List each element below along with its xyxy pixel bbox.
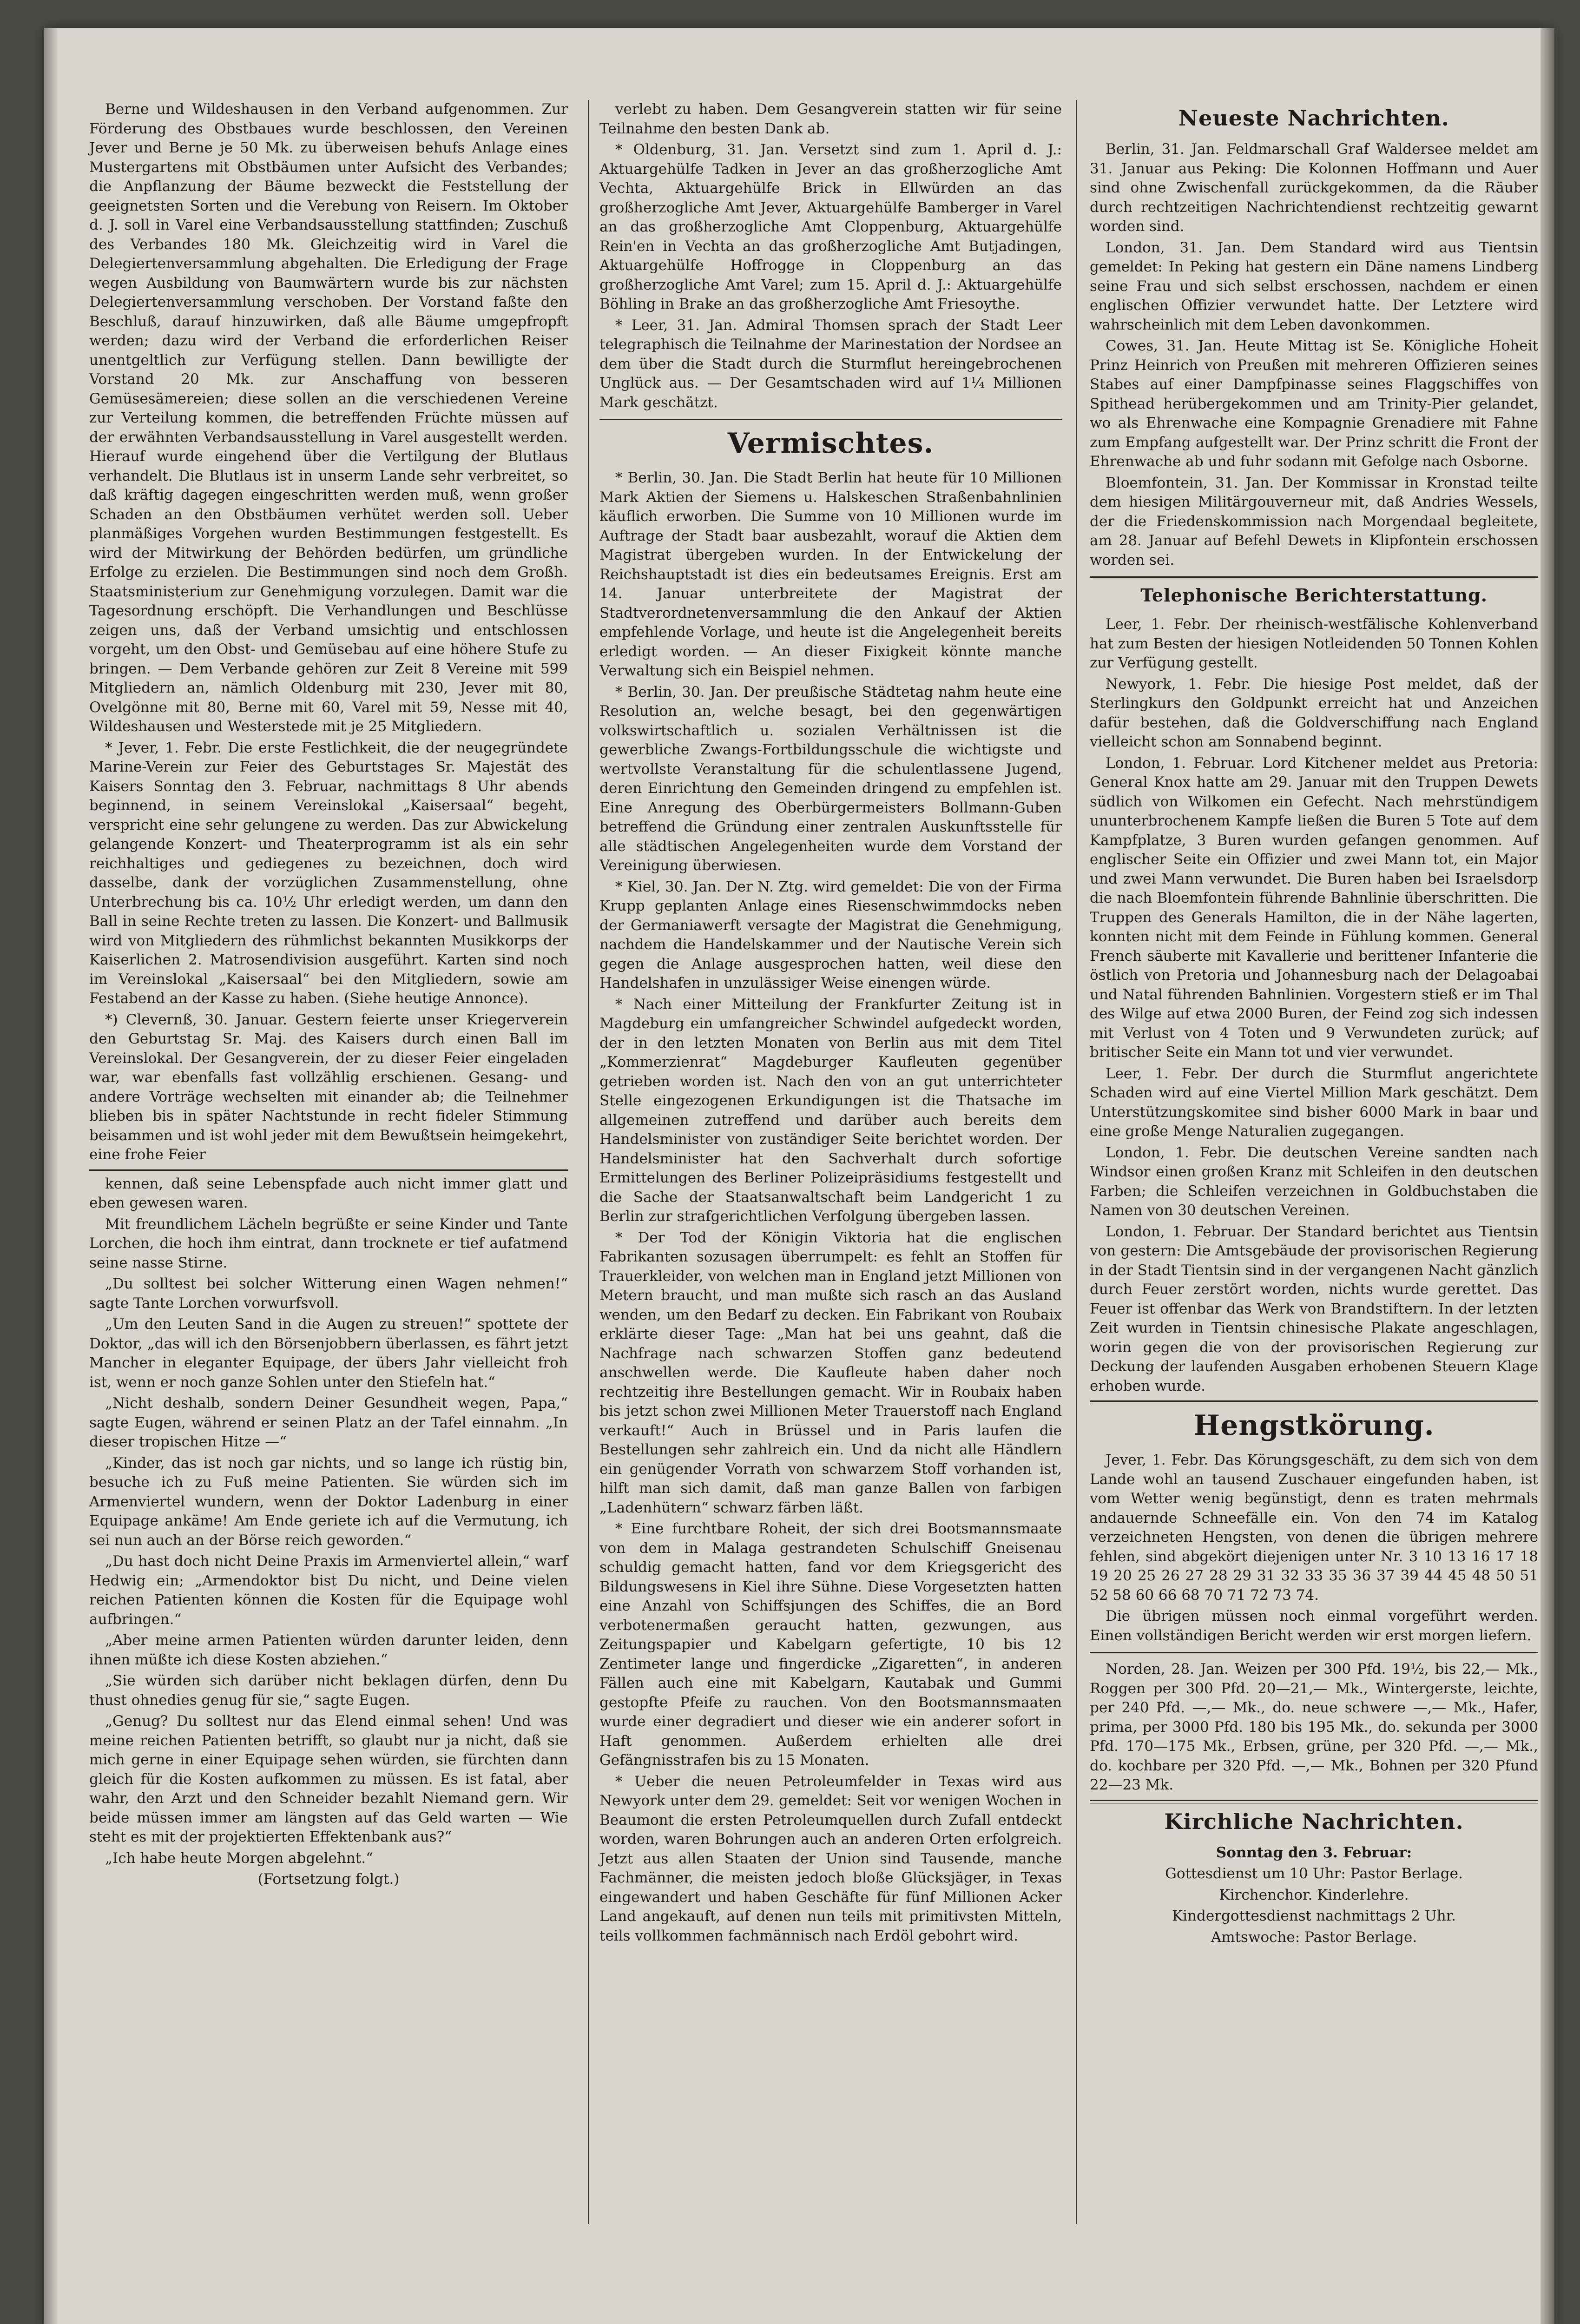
misc-item: * Ueber die neuen Petroleumfelder in Texas wird aus Newyork unter dem 29. gemeldet: Seit vor wenigen Wochen in Beaumont die ersten Petroleumquellen durch Zufall entdeckt worden, waren Bohrungen auch an anderen Orten erfolgreich. Jetzt aus allen Staaten der Union sind Tausende, manche Fachmänner, die meisten jedoch bloße Glücksjäger, in Texas eingewandert und haben Geschäfte für fünf Millionen Acker Land angekauft, auf denen nun teils mit primitivsten Mitteln, teils vollkommen fachmännisch nach Erdöl gebohrt wird. [599, 1773, 1062, 1944]
section-divider [1090, 1800, 1538, 1803]
tel-item: London, 1. Februar. Lord Kitchener meldet aus Pretoria: General Knox hatte am 29. Januar mit den Truppen Dewets südlich von Wilkomen ein Gefecht. Nach mehrstündigem ununterbrochenem Kampfe ließen die Buren 5 Tote auf dem Kampfplatze, 3 Buren wurden gefangen genommen. Auf englischer Seite ein Offizier und zwei Mann tot, ein Major und zwei Mann verwundet. Die Buren haben bei Israelsdorp die nach Bloemfontein führende Bahnlinie überschritten. Die Truppen des Generals Hamilton, die in der Nähe lagerten, konnten nicht mit dem Feinde in Fühlung kommen. General French säuberte mit Kavallerie und berittener Infanterie die östlich von Pretoria und Johannesburg nach der Delagoabai und Natal führenden Bahnlinien. Vorgestern stieß er im Thal des Wilge auf etwa 2000 Buren, der Feind zog sich indessen mit Verlust von 4 Toten und 9 Verwundeten zurück; auf britischer Seite ein Mann tot und vier verwundet. [1090, 754, 1538, 1061]
story-paragraph: kennen, daß seine Lebenspfade auch nicht immer glatt und eben gewesen waren. [89, 1175, 568, 1211]
page-binding-edge [44, 28, 57, 2324]
misc-item: * Kiel, 30. Jan. Der N. Ztg. wird gemeldet: Die von der Firma Krupp geplanten Anlage eines Riesenschwimmdocks neben der Germaniawerft versagte der Magistrat die Genehmigung, nachdem die Handelskammer und der Nautische Verein sich gegen die Anlage ausgesprochen hatten, weil diese den Handelshafen in unzulässiger Weise einengen würde. [599, 878, 1062, 991]
column-1 [89, 100, 568, 2201]
column-3 [1090, 100, 1538, 2224]
heading-kirchliche-nachrichten: Kirchliche Nachrichten. [1164, 1809, 1464, 1834]
heading-hengstkoerung: Hengstkörung. [1193, 1409, 1435, 1442]
article-obstbau: Berne und Wildeshausen in den Verband aufgenommen. Zur Förderung des Obstbaues wurde beschlossen, den Vereinen Jever und Berne je 50 Mk. zu überweisen behufs Anlage eines Mustergartens mit Obstbäumen unter Aufsicht des Verbandes; die Anpflanzung der Bäume bezweckt die Feststellung der geeignetsten Sorten und die Verebung von Reisern. Im Oktober d. J. soll in Varel eine Verbandsausstellung stattfinden; Zuschuß des Verbandes 180 Mk. Gleichzeitig wird in Varel die Delegiertenversammlung abgehalten. Die Erledigung der Frage wegen Ausbildung von Baumwärtern wurde bis zur nächsten Delegiertenversammlung verschoben. Der Vorstand faßte den Beschluß, darauf hinzuwirken, daß alle Bäume umgepfropft werden; dazu wird der Verband die erforderlichen Reiser unentgeltlich zur Verfügung stellen. Dann bewilligte der Vorstand 20 Mk. zur Anschaffung von besseren Gemüsesämereien; diese sollen an die verschiedenen Vereine zur Verteilung kommen, die betreffenden Früchte müssen auf der erwähnten Verbandsausstellung in Varel ausgestellt werden. Hierauf wurde eingehend über die Vertilgung der Blutlaus verhandelt. Die Blutlaus ist in unserm Lande sehr verbreitet, so daß kräftig dagegen eingeschritten werden muß, wenn großer Schaden an den Obstbäumen verhütet werden soll. Ueber planmäßiges Vorgehen wurden Bestimmungen festgestellt. Es wird der Mitwirkung der Behörden bedürfen, um gründliche Erfolge zu erzielen. Die Bestimmungen sind noch dem Großh. Staatsministerium zur Genehmigung vorzulegen. Damit war die Tagesordnung erschöpft. Die Verhandlungen und Beschlüsse zeigen uns, daß der Verband umsichtig und entschlossen vorgeht, um den Obst- und Gemüsebau auf eine höhere Stufe zu bringen. — Dem Verbande gehören zur Zeit 8 Vereine mit 599 Mitgliedern an, nämlich Oldenburg mit 230, Jever mit 80, Ovelgönne mit 80, Berne mit 60, Varel mit 59, Nesse mit 40, Wildeshausen und Westerstede mit je 25 Mitgliedern. [89, 101, 568, 735]
article-continuation: verlebt zu haben. Dem Gesangverein statten wir für seine Teilnahme den besten Dank ab. [599, 101, 1062, 137]
column-rule-2 [1076, 100, 1077, 2224]
tel-item: Leer, 1. Febr. Der rheinisch-westfälische Kohlenverband hat zum Besten der hiesigen Notleidenden 50 Tonnen Kohlen zur Verfügung gestellt. [1090, 616, 1538, 671]
section-divider [1090, 1652, 1538, 1653]
news-item: London, 31. Jan. Dem Standard wird aus Tientsin gemeldet: In Peking hat gestern ein Däne namens Lindberg seine Frau und sich selbst erschossen, nachdem er einen englischen Offizier verwundet hatte. Der Letztere wird wahrscheinlich mit dem Leben davonkommen. [1090, 239, 1538, 333]
section-divider [1090, 576, 1538, 578]
tel-item: London, 1. Februar. Der Standard berichtet aus Tientsin von gestern: Die Amtsgebäude der provisorischen Regierung in der Stadt Tientsin sind in der vergangenen Nacht gänzlich durch Feuer zerstört worden, nichts wurde gerettet. Das Feuer ist offenbar das Werk von Brandstiftern. In der letzten Zeit wurden in Tientsin chinesische Plakate angeschlagen, worin gegen die von der provisorischen Regierung zur Deckung der laufenden Ausgaben erhobenen Steuern Klage erhoben wurde. [1090, 1223, 1538, 1394]
hengst-item: Jever, 1. Febr. Das Körungsgeschäft, zu dem sich von dem Lande wohl an tausend Zuschauer eingefunden haben, ist vom Wetter wenig begünstigt, denn es traten mehrmals andauernde Schneefälle ein. Von den 74 im Katalog verzeichneten Hengsten, von denen die übrigen mehrere fehlen, sind abgekört diejenigen unter Nr. 3 10 13 16 17 18 19 20 25 26 27 28 29 31 32 33 35 36 37 39 44 45 48 50 51 52 58 60 66 68 70 71 72 73 74. [1090, 1452, 1538, 1604]
tel-item: Newyork, 1. Febr. Die hiesige Post meldet, daß der Sterlingkurs den Goldpunkt erreicht hat und Anzeichen dafür bestehen, daß die Goldverschiffung nach England vielleicht schon am Sonnabend beginnt. [1090, 675, 1538, 750]
misc-item: * Berlin, 30. Jan. Der preußische Städtetag nahm heute eine Resolution an, welche besagt, bei den gegenwärtigen volkswirtschaftlich u. sozialen Verhältnissen ist die gewerbliche Zwangs-Fortbildungsschule die wichtigste und wertvollste Veranstaltung für die schulentlassene Jugend, deren Einrichtung den Gemeinden dringend zu empfehlen ist. Eine Anregung des Oberbürgermeisters Bollmann-Guben betreffend die Gründung einer zentralen Auskunftsstelle für alle städtischen Angelegenheiten wurde dem Vorstand der Vereinigung überwiesen. [599, 683, 1062, 874]
market-report: Norden, 28. Jan. Weizen per 300 Pfd. 19½, bis 22,— Mk., Roggen per 300 Pfd. 20—21,— Mk., Wintergerste, leichte, per 240 Pfd. —,— Mk., do. neue schwere —,— Mk., Hafer, prima, per 3000 Pfd. 180 bis 195 Mk., do. sekunda per 3000 Pfd. 170—175 Mk., Erbsen, grüne, per 320 Pfd. —,— Mk., do. kochbare per 320 Pfd. —,— Mk., Bohnen per 320 Pfund 22—23 Mk. [1090, 1661, 1538, 1793]
page-right-edge [1540, 28, 1554, 2324]
church-line: Gottesdienst um 10 Uhr: Pastor Berlage. [1165, 1865, 1463, 1882]
church-line: Kirchenchor. Kinderlehre. [1219, 1886, 1409, 1903]
heading-neueste-nachrichten: Neueste Nachrichten. [1178, 106, 1449, 131]
tel-item: London, 1. Febr. Die deutschen Vereine sandten nach Windsor einen großen Kranz mit Schleifen in den deutschen Farben; die Schleifen verzeichnen in Goldbuchstaben die Namen von 30 deutschen Vereinen. [1090, 1144, 1538, 1219]
hengst-item: Die übrigen müssen noch einmal vorgeführt werden. Einen vollständigen Bericht werden wir erst morgen liefern. [1090, 1608, 1538, 1644]
story-paragraph: „Ich habe heute Morgen abgelehnt.“ [105, 1849, 374, 1867]
misc-item: * Der Tod der Königin Viktoria hat die englischen Fabrikanten sozusagen überrumpelt: es fehlt an Stoffen für Trauerkleider, von welchen man in England jetzt Millionen von Metern braucht, und man mußte sich rasch an das Ausland wenden, um den Bedarf zu decken. Ein Fabrikant von Roubaix erklärte dieser Tage: „Man hat bei uns geahnt, daß die Nachfrage nach schwarzen Stoffen ganz bedeutend anschwellen werde. Die Kaufleute haben daher noch rechtzeitig ihre Bestellungen gemacht. Wir in Roubaix haben bis jetzt schon zwei Millionen Meter Trauerstoff nach England verkauft!“ Auch in Brüssel und in Paris laufen die Bestellungen sehr zahlreich ein. Und da nicht alle Händlern ein genügender Vorrath von schwarzem Stoff vorhanden ist, hilft man sich damit, daß man ganze Ballen von farbigen „Ladenhütern“ schwarz färben läßt. [599, 1229, 1062, 1516]
story-paragraph: „Sie würden sich darüber nicht beklagen dürfen, denn Du thust ohnedies genug für sie,“ sagte Eugen. [89, 1672, 568, 1709]
news-item: Cowes, 31. Jan. Heute Mittag ist Se. Königliche Hoheit Prinz Heinrich von Preußen mit mehreren Offizieren seines Stabes auf einer Dampfpinasse seines Flaggschiffes von Spithead herübergekommen und am Trinity-Pier gelandet, wo als Ehrenwache eine Kompagnie Grenadiere mit Fahne zum Empfang aufgestellt war. Der Prinz schritt die Front der Ehrenwache ab und fuhr sodann mit Gefolge nach Osborne. [1090, 337, 1538, 470]
news-item: Berlin, 31. Jan. Feldmarschall Graf Waldersee meldet am 31. Januar aus Peking: Die Kolonnen Hoffmann und Auer sind ohne Zwischenfall zurückgekommen, da die Räuber durch rechtzeitigen Nachrichtendienst rechtzeitig gewarnt worden sind. [1090, 141, 1538, 235]
misc-item: * Nach einer Mitteilung der Frankfurter Zeitung ist in Magdeburg ein umfangreicher Schwindel aufgedeckt worden, der in den letzten Monaten von Berlin aus mit dem Titel „Kommerzienrat“ Magdeburger Kaufleuten gegenüber getrieben worden ist. Nach den von an gut unterrichteter Stelle eingezogenen Erkundigungen ist die Thatsache im allgemeinen zutreffend und darüber auch bereits dem Handelsminister von zuständiger Seite berichtet worden. Der Handelsminister hat den Sachverhalt durch sofortige Ermittelungen des Berliner Polizeipräsidiums festgestellt und die Sache der Staatsanwaltschaft beim Landgericht 1 zu Berlin zur strafgerichtlichen Verfolgung übergeben lassen. [599, 996, 1062, 1225]
article-jever-marineverein: * Jever, 1. Febr. Die erste Festlichkeit, die der neugegründete Marine-Verein zur Feier des Geburtstages Sr. Majestät des Kaisers Sonntag den 3. Februar, nachmittags 8 Uhr abends beginnend, in seinem Vereinslokal „Kaisersaal“ begeht, verspricht eine sehr gelungene zu werden. Das zur Abwickelung gelangende Konzert- und Theaterprogramm ist als ein sehr reichhaltiges und gediegenes zu bezeichnen, doch wird dasselbe, dank der vorzüglichen Zusammenstellung, ohne Unterbrechung bis ca. 10½ Uhr erledigt werden, um dann den Ball in seine Rechte treten zu lassen. Die Konzert- und Ballmusik wird von Mitgliedern des rühmlichst bekannten Musikkorps der Kaiserlichen 2. Matrosendivision ausgeführt. Karten sind noch im Vereinslokal „Kaisersaal“ bei den Mitgliedern, sowie am Festabend an der Kasse zu haben. (Siehe heutige Annonce). [89, 739, 568, 1007]
story-paragraph: „Du hast doch nicht Deine Praxis im Armenviertel allein,“ warf Hedwig ein; „Armendoktor bist Du nicht, und Deine vielen reichen Patienten können die Kosten für die Equipage wohl aufbringen.“ [89, 1553, 568, 1628]
article-clevernss: *) Clevernß, 30. Januar. Gestern feierte unser Kriegerverein den Geburtstag Sr. Maj. des Kaisers durch einen Ball im Vereinslokal. Der Gesangverein, der zu dieser Feier eingeladen war, war ebenfalls fast vollzählig erschienen. Gesang- und andere Vorträge wechselten mit einander ab; die Teilnehmer blieben bis in später Nachtstunde in recht fideler Stimmung beisammen und ist wohl jeder mit dem Bewußtsein heimgekehrt, eine frohe Feier [89, 1011, 568, 1163]
article-leer: * Leer, 31. Jan. Admiral Thomsen sprach der Stadt Leer telegraphisch die Teilnahme der Marinestation der Nordsee an dem über die Stadt durch die Sturmflut hereingebrochenen Unglück aus. — Der Gesamtschaden wird auf 1¼ Millionen Mark geschätzt. [599, 317, 1062, 411]
news-item: Bloemfontein, 31. Jan. Der Kommissar in Kronstad teilte dem hiesigen Militärgouverneur mit, daß Andries Wessels, der die Friedenskommission nach Morgendaal begleitete, am 28. Januar auf Befehl Dewets in Klipfontein erschossen worden sei. [1090, 474, 1538, 568]
column-2 [599, 100, 1062, 2224]
continued-note: (Fortsetzung folgt.) [257, 1871, 400, 1888]
story-paragraph: „Kinder, das ist noch gar nichts, und so lange ich rüstig bin, besuche ich zu Fuß meine Patienten. Sie würden sich im Armenviertel wundern, wenn der Doktor Ladenburg in einer Equipage ankäme! Am Ende geriete ich auf die Vermutung, ich sei nun auch an der Börse reich geworden.“ [89, 1454, 568, 1549]
story-paragraph: „Du solltest bei solcher Witterung einen Wagen nehmen!“ sagte Tante Lorchen vorwurfsvoll. [89, 1275, 568, 1312]
column-rule-1 [588, 100, 589, 2224]
section-divider [599, 419, 1062, 420]
tel-item: Leer, 1. Febr. Der durch die Sturmflut angerichtete Schaden wird auf eine Viertel Million Mark geschätzt. Dem Unterstützungskomitee sind bisher 6000 Mark in baar und eine große Menge Naturalien zugegangen. [1090, 1065, 1538, 1140]
misc-item: * Eine furchtbare Roheit, der sich drei Bootsmannsmaate von dem in Malaga gestrandeten Schulschiff Gneisenau schuldig gemacht hatten, fand vor dem Kriegsgericht des Bildungswesens in Kiel ihre Sühne. Diese Vorgesetzten hatten eine Anzahl von Schiffsjungen des Schiffes, die an Bord verbotenermaßen geraucht hatten, gezwungen, aus Zeitungspapier und Kabelgarn gefertigte, 10 bis 12 Zentimeter lange und fingerdicke „Zigaretten“, in anderen Fällen auch eine mit Kabelgarn, Kautabak und Gummi gestopfte Pfeife zu rauchen. Von den Bootsmannsmaaten wurde einer degradiert und dieser wie ein anderer sofort in Haft genommen. Außerdem erhielten alle drei Gefängnisstrafen bis zu 15 Monaten. [599, 1520, 1062, 1769]
article-oldenburg: * Oldenburg, 31. Jan. Versetzt sind zum 1. April d. J.: Aktuargehülfe Tadken in Jever an das großherzogliche Amt Vechta, Aktuargehülfe Brick in Ellwürden an das großherzogliche Amt Jever, Aktuargehülfe Bamberger in Varel an das großherzogliche Amt Cloppenburg, Aktuargehülfe Rein'en in Vechta an das großherzogliche Amt Butjadingen, Aktuargehülfe Hoffrogge in Cloppenburg an das großherzogliche Amt Varel; zum 15. April d. J.: Aktuargehülfe Böhling in Brake an das großherzogliche Amt Friesoythe. [599, 141, 1062, 312]
story-paragraph: „Nicht deshalb, sondern Deiner Gesundheit wegen, Papa,“ sagte Eugen, während er seinen Platz an der Tafel einnahm. „In dieser tropischen Hitze —“ [89, 1395, 568, 1450]
story-paragraph: „Genug? Du solltest nur das Elend einmal sehen! Und was meine reichen Patienten betrifft, so glaubt nur ja nicht, daß sie mich gerne in einer Equipage sehen würden, sie fürchten dann gleich für die Kosten aufkommen zu müssen. Es ist fatal, aber wahr, den Arzt und den Schneider bezahlt Niemand gern. Wir beide müssen immer am längsten auf das Geld warten — Wie steht es mit der projektierten Effektenbank aus?“ [89, 1713, 568, 1845]
heading-vermischtes: Vermischtes. [727, 427, 934, 460]
story-paragraph: „Aber meine armen Patienten würden darunter leiden, denn ihnen müßte ich diese Kosten abziehen.“ [89, 1632, 568, 1668]
church-line: Amtswoche: Pastor Berlage. [1211, 1928, 1417, 1946]
church-line: Kindergottesdienst nachmittags 2 Uhr. [1172, 1908, 1456, 1924]
story-paragraph: Mit freundlichem Lächeln begrüßte er seine Kinder und Tante Lorchen, die hoch ihm eintrat, dann trocknete er tief aufatmend seine nasse Stirne. [89, 1215, 568, 1271]
church-date: Sonntag den 3. Februar: [1216, 1844, 1412, 1861]
misc-item: * Berlin, 30. Jan. Die Stadt Berlin hat heute für 10 Millionen Mark Aktien der Siemens u. Halskeschen Straßenbahnlinien käuflich erworben. Die Summe von 10 Millionen wurde im Auftrage der Stadt baar ausbezahlt, worauf die Aktien dem Magistrat übergeben wurden. In der Entwickelung der Reichshauptstadt ist dies ein bedeutsames Ereignis. Erst am 14. Januar unterbreitete der Magistrat der Stadtverordnetenversammlung die den Ankauf der Aktien empfehlende Vorlage, und heute ist die Angelegenheit bereits erledigt worden. — An dieser Fixigkeit könnte manche Verwaltung sich ein Beispiel nehmen. [599, 469, 1062, 679]
section-divider [1090, 1400, 1538, 1404]
heading-telephonische-berichterstattung: Telephonische Berichterstattung. [1140, 585, 1488, 606]
story-paragraph: „Um den Leuten Sand in die Augen zu streuen!“ spottete der Doktor, „das will ich den Börsenjobbern überlassen, es fährt jetzt Mancher in eleganter Equipage, der übers Jahr vielleicht froh ist, wenn er noch ganze Sohlen unter den Stiefeln hat.“ [89, 1316, 568, 1391]
serial-story [89, 1169, 568, 1889]
